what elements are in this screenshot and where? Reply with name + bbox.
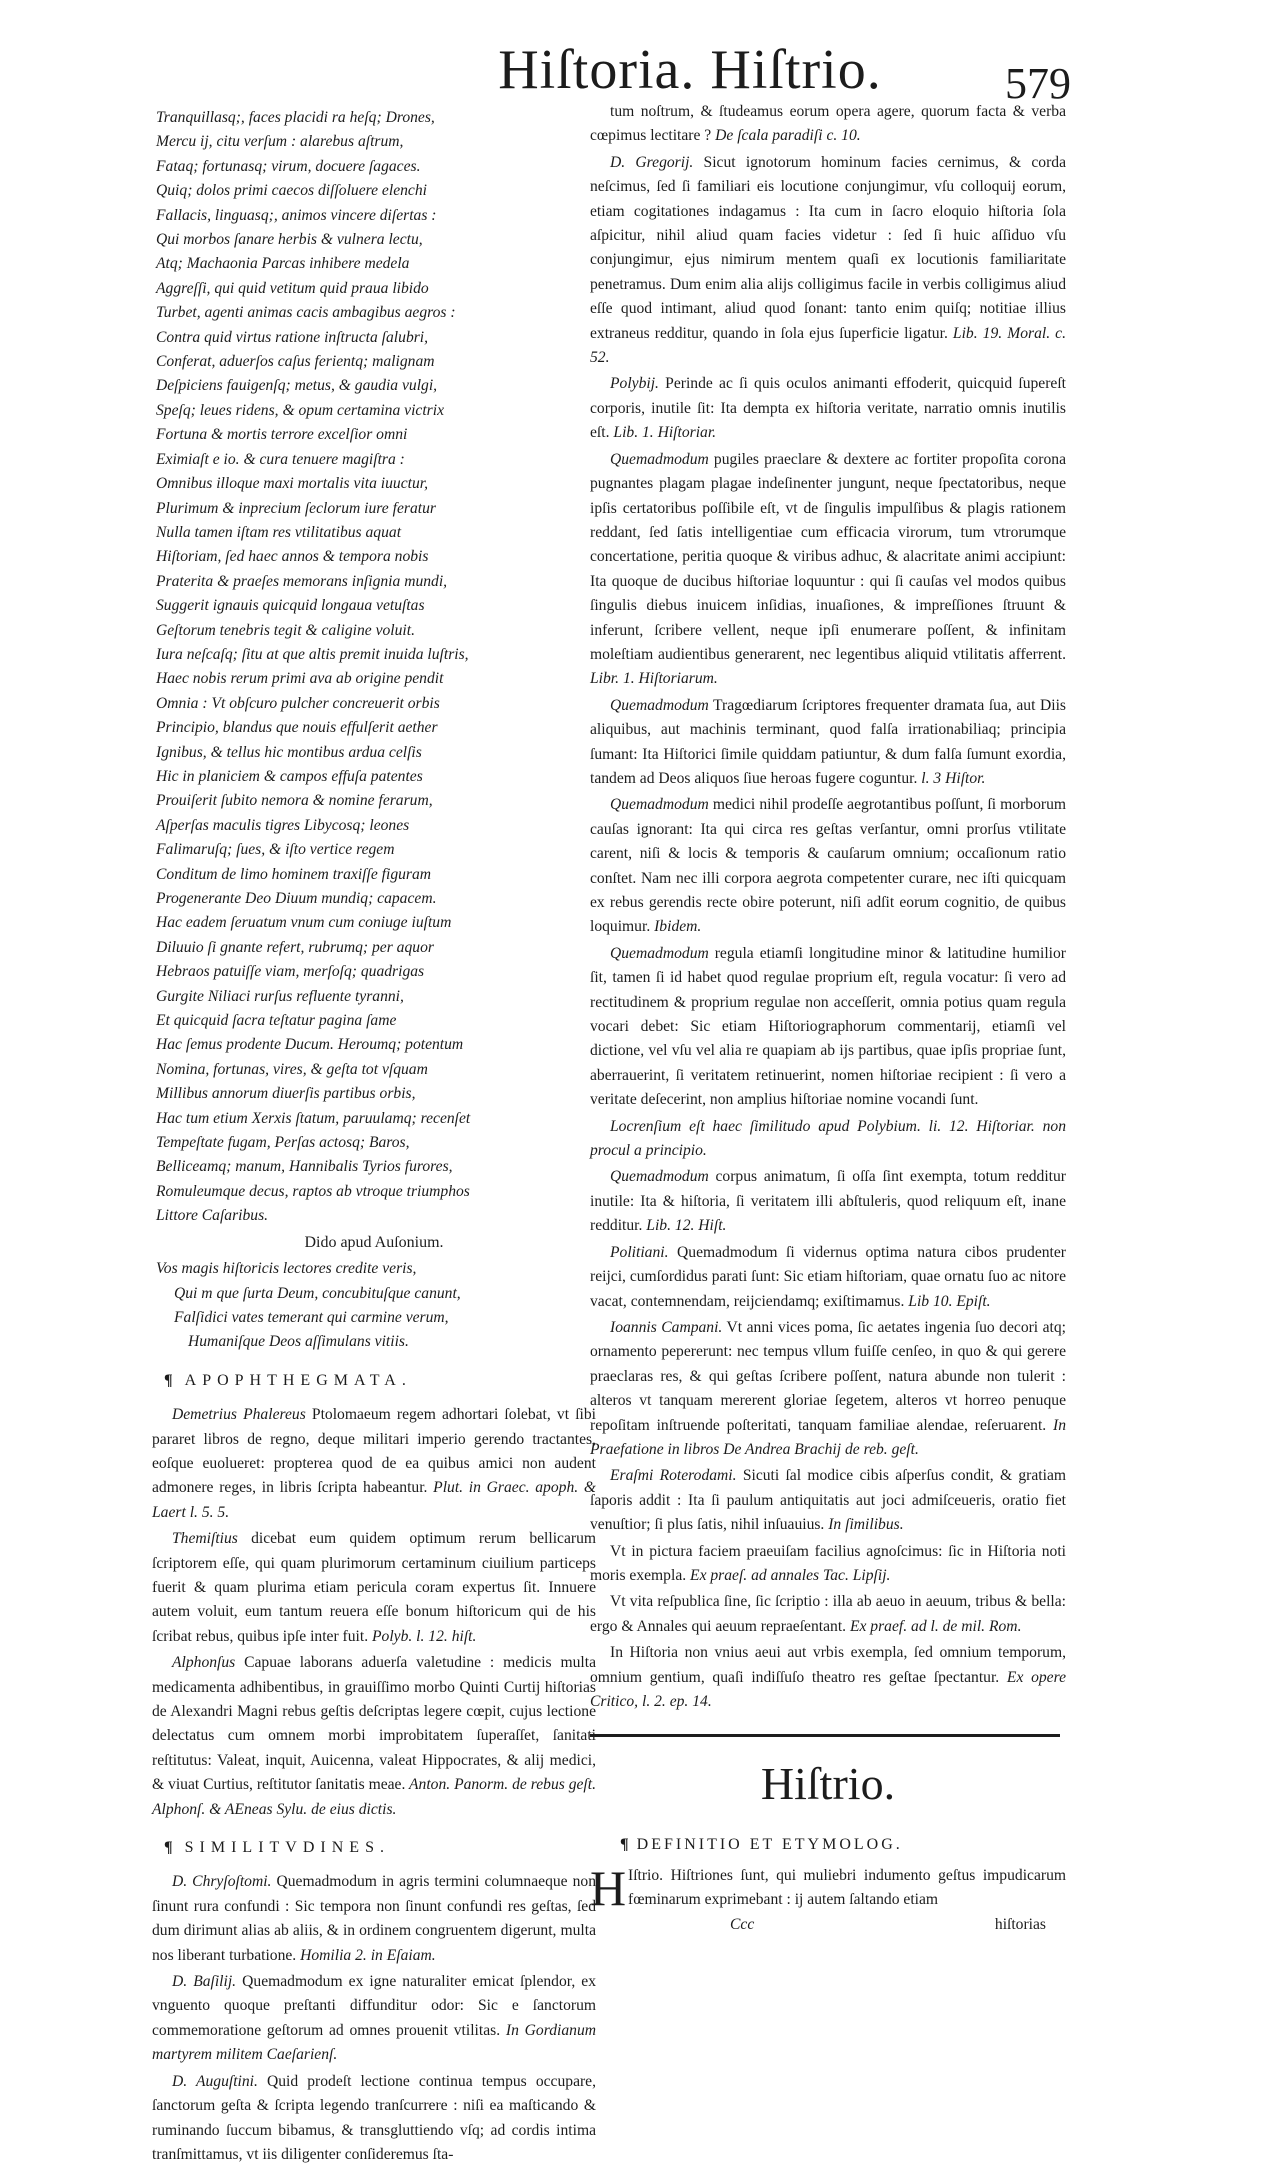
text-paragraph — [590, 1241, 1066, 1314]
paragraph-text: pugiles praeclare & dextere ac fortiter propoſita corona pugnantes plagam plagae indeſinenter jungunt, neque ſpectatoribus, neque ipſis certatoribus poſſibile eſt, vt de ſingulis impulſibus & plagis rationem reddant, ſed ſatis intelligentiae cum efficacia virorum, tum vtrorumque concertatione, peritia quoque & viribus adhuc, & alacritate animi accipiunt: Ita quoque de ducibus hiſtoriae loquuntur : qui ſi cauſas vel modos quibus ſingulis diebus inuicem inſidias, inuaſiones, & impreſſiones ſtruunt & inferunt, ſcribere vellent, neque ipſi enumerare poſſent, & infinitam moleſtiam audientibus generarent, nec legentibus aliquid vtilitatis afferrent. — [590, 450, 1066, 663]
similitudines-block — [152, 1870, 596, 2167]
verse-line: Aſperſas maculis tigres Libycosq; leones — [156, 816, 410, 834]
verse-line: Humaniſque Deos aſſimulans vitiis. — [188, 1333, 409, 1351]
text-paragraph — [590, 1316, 1066, 1462]
paragraph-text: regula etiamſi longitudine minor & latitudine humilior ſit, tamen ſi id habet quod regulae proprium eſt, regula vocatur: ſi vero ad rectitudinem & proprium regulae non acceſſerit, omnia potius quam regula vocari debet: Sic etiam Hiſtoriographorum commentarij, etiamſi vel dictione, vel vſu vel alia re quapiam ab ijs partibus, quae ipſis propriae ſunt, aberrauerint, ſi veritatem retinuerint, nomen hiſtoriae recipient : ſi vero a veritate deſecerint, non amplius hiſtoriae nomine vocandi ſunt. — [590, 944, 1066, 1109]
source-reference: Ibidem. — [650, 918, 702, 936]
source-reference: Lib. 12. Hiſt. — [642, 1217, 727, 1235]
verse-line: Contra quid virtus ratione inſtructa ſalubri, — [156, 328, 429, 346]
paragraph-lead: Quemadmodum — [610, 1168, 709, 1186]
verse-line: Omnibus illoque maxi mortalis vita iuuctur, — [156, 475, 429, 493]
verse-line: Principio, blandus que nouis effulſerit aether — [156, 719, 438, 737]
paragraph-lead: Eraſmi Roterodami. — [610, 1467, 737, 1485]
simile-paragraph — [152, 1970, 596, 2068]
definition-heading: ¶ DEFINITIO ET ETYMOLOG. — [620, 1836, 903, 1854]
paragraph-text: tum noſtrum, & ſtudeamus eorum opera agere, quorum facta & verba cœpimus lectitare ? — [590, 103, 1066, 145]
paragraph-text: medici nihil prodeſſe aegrotantibus poſſunt, ſi morborum cauſas ignorant: Ita qui circa res geſtas verſantur, omni prorſus vtilitate carent, niſi & locis & temporis & cauſarum omnium; occaſionum ratio conſtet. Nam nec illi corpora aegrota competenter curare, nec iſti quicquam ex rebus gerendis recte obire poterunt, niſi adſit eorum cognitio, de quibus loquimur. — [590, 796, 1066, 936]
verse-line: Atq; Machaonia Parcas inhibere medela — [156, 255, 410, 273]
verse-line: Progenerante Deo Diuum mundiq; capacem. — [156, 890, 437, 907]
paragraph-lead: Quemadmodum — [610, 796, 709, 814]
verse-line: Ignibus, & tellus hic montibus ardua celſis — [156, 743, 422, 761]
paragraph-lead: D. Gregorij. — [610, 153, 694, 171]
source-reference: De ſcala paradiſi c. 10. — [711, 127, 861, 145]
source-reference: Homilia 2. in Eſaiam. — [296, 1946, 436, 1964]
paragraph-text: corpus animatum, ſi oſſa ſint exempta, totum redditur inutile: Ita & hiſtoria, ſi veritatem illi abſtuleris, quod reliquum eſt, inane redditur. — [590, 1168, 1066, 1235]
verse-line: Falimaruſq; ſues, & iſto vertice regem — [156, 841, 395, 859]
text-paragraph — [590, 100, 1066, 149]
text-paragraph — [590, 942, 1066, 1113]
verse-line: Gurgite Niliaci rurſus refluente tyranni, — [156, 987, 404, 1005]
verse-caption: Dido apud Auſonium. — [304, 1233, 444, 1251]
page-number: 579 — [1005, 59, 1071, 108]
text-paragraph — [590, 1590, 1066, 1639]
verse-line: Qui m que ſurta Deum, concubituſque canunt, — [174, 1284, 461, 1302]
section-divider-rule — [590, 1734, 1060, 1737]
simile-paragraph — [152, 1870, 596, 1968]
verse-line: Belliceamq; manum, Hannibalis Tyrios furores, — [156, 1158, 453, 1176]
verse-line: Qui morbos ſanare herbis & vulnera lectu, — [156, 231, 423, 249]
verse-line: Conferat, aduerſos caſus ferientq; malignam — [156, 353, 435, 371]
paragraph-text: dicebat eum quidem optimum rerum bellicarum ſcriptorem eſſe, qui quam plurimorum certaminum ciuilium particeps fuerit & quam plurima etiam pericula coram expertus ſit. Innuere autem voluit, eum tantum reuera eſſe bonum hiſtoricum qui de his ſcribat rebus, quibus ipſe inter fuit. — [152, 1530, 596, 1645]
paragraph-text: Sicut ignotorum hominum facies cernimus, & corda neſcimus, ſed ſi familiari eis locutione conjungimur, vſu colloquij eorum, etiam cogitationes indagamus : Ita cum in ſacro eloquio hiſtoria ſola aſpicitur, nihil aliud quam facies videtur : ſed ſi huic aſſiduo vſu conjungimur, ejus nimirum mentem quaſi ex locutionis familiaritate penetramus. Dum enim alia alijs colligimus facile in verbis colligimus aliud eſſe quod intimant, aliud quod ſonant: tanto enim quiſq; notitiae illius extraneus redditur, quando in ſola ejus ſuperficie ligatur. — [590, 153, 1066, 342]
verse-line: Hiſtoriam, ſed haec annos & tempora nobis — [156, 548, 429, 566]
section-heading-apophthegmata: ¶ APOPHTHEGMATA. — [164, 1371, 412, 1389]
verse-line: Nomina, fortunas, vires, & geſta tot vſquam — [156, 1060, 428, 1078]
paragraph-text: Sicuti ſal modice cibis aſperſus condit, & gratiam ſaporis addit : Ita ſi paulum antiquitatis aut joci admiſceueris, oratio fiet venuſtior; ſi plus ſatis, nihil inſuauius. — [590, 1467, 1066, 1534]
simile-paragraph — [152, 2070, 596, 2167]
verse-line: Geſtorum tenebris tegit & caligine voluit. — [156, 621, 415, 639]
paragraph-text: Vt in pictura faciem praeuiſam facilius agnoſcimus: ſic in Hiſtoria noti moris exempla. — [590, 1542, 1066, 1584]
verse-line: Falſidici vates temerant qui carmine verum, — [174, 1308, 449, 1326]
paragraph-lead: Politiani. — [610, 1243, 669, 1261]
verse-block — [152, 106, 596, 1229]
apophthegm-paragraph — [152, 1651, 596, 1822]
text-paragraph — [590, 1165, 1066, 1238]
verse-line: Fataq; fortunasq; virum, docuere ſagaces. — [156, 157, 421, 175]
verse-line: Romuleumque decus, raptos ab vtroque triumphos — [156, 1182, 470, 1200]
verse-line: Nulla tamen iſtam res vtilitatibus aquat — [156, 523, 402, 541]
source-reference: Ex opere Critico, l. 2. ep. 14. — [590, 1668, 1067, 1710]
left-column — [152, 106, 597, 2163]
paragraph-text: Tragœdiarum ſcriptores frequenter dramata ſua, aut Diis aliquibus, aut machinis terminant, quod falſa irrationabiliaq; principia ſumant: Ita Hiſtorici ſimile quiddam patiuntur, & dum falſa ſumunt exordia, tandem ad Deos aliquos ſiue heroas fugere coguntur. — [590, 696, 1066, 787]
source-reference: Ex praef. ad l. de mil. Rom. — [846, 1617, 1022, 1635]
paragraph-text: Perinde ac ſi quis oculos animanti effoderit, quicquid ſupereſt corporis, inutile ſit: Ita dempta ex hiſtoria veritate, narratio omnis inutilis eſt. — [590, 375, 1066, 442]
definition-paragraph — [590, 1859, 1066, 1916]
right-column — [590, 100, 1067, 1933]
section-mark-icon: ¶ — [164, 1371, 173, 1389]
section-mark-icon: ¶ — [164, 1839, 173, 1857]
paragraph-text: Capuae laborans aduerſa valetudine : medicis multa medicamenta adhibentibus, in grauiſſimo morbo Quinti Curtij hiſtorias de Alexandri Magni rebus geſtis deſcriptas legere cœpit, cujus lectione delectatus cum omnem morbi improbitatem ſuperaſſet, ſanitati reſtitutus: Valeat, inquit, Auicenna, valeat Hippocrates, & alij medici, & viuat Curtius, reſtitutor ſanitatis meae. — [152, 1654, 596, 1794]
verse-line: Aggreſſi, qui quid vetitum quid praua libido — [156, 279, 429, 297]
paragraph-text: In Hiſtoria non vnius aeui aut vrbis exempla, ſed omnium temporum, omnium gentium, quaſi indiſſuſo theatro res geſtae ſpectantur. — [590, 1644, 1066, 1686]
verse-line: Fallacis, linguasq;, animos vincere diſertas : — [156, 206, 437, 224]
text-paragraph — [590, 1641, 1066, 1714]
verse-line: Speſq; leues ridens, & opum certamina victrix — [156, 401, 444, 419]
paragraph-lead: Themiſtius — [172, 1530, 238, 1548]
text-paragraph — [590, 1115, 1066, 1164]
apophthegm-paragraph — [152, 1403, 596, 1525]
paragraph-lead: Quemadmodum — [610, 450, 709, 468]
verse-line: Fortuna & mortis terrore excelſior omni — [156, 426, 408, 444]
running-head-title: Hiſtoria. Hiſtrio. — [498, 39, 882, 101]
text-paragraph — [590, 1540, 1066, 1589]
verse-line: Haec nobis rerum primi ava ab origine pendit — [156, 670, 444, 688]
source-reference: Ex praeſ. ad annales Tac. Lipſij. — [686, 1566, 891, 1584]
source-reference: In Gordianum martyrem militem Caeſarienſ. — [152, 2021, 597, 2064]
right-paragraphs — [590, 100, 1066, 1714]
section-mark-icon: ¶ — [620, 1836, 629, 1854]
source-reference: In ſimilibus. — [824, 1516, 904, 1534]
verse-line: Quiq; dolos primi caecos diſſoluere elenchi — [156, 182, 427, 200]
source-reference: Lib. 19. Moral. c. 52. — [590, 324, 1066, 367]
verse-line: Tempeſtate fugam, Perſas actosq; Baros, — [156, 1134, 410, 1152]
verse-line: Diluuio ſi gnante refert, rubrumq; per aquor — [156, 938, 434, 956]
apophthegm-paragraph — [152, 1527, 596, 1649]
catchword: hiſtorias — [994, 1915, 1046, 1933]
signature-line — [590, 1913, 1066, 1939]
verse-line: Turbet, agenti animas cacis ambagibus aegros : — [156, 304, 456, 322]
text-paragraph — [590, 1464, 1066, 1537]
paragraph-lead: D. Baſilij. — [172, 1973, 237, 1991]
verse-block-2 — [152, 1257, 596, 1355]
source-reference: l. 3 Hiſtor. — [917, 769, 986, 787]
paragraph-text: Quemadmodum ſi vidernus optima natura cibos prudenter reijci, cumſordidus parati ſunt: Sic etiam hiſtoriam, quae ornatu ſuo ac nitore vacat, contemnendam, reijciendamq; exiſtimamus. — [590, 1243, 1066, 1310]
paragraph-lead: Alphonſus — [172, 1654, 236, 1672]
text-paragraph — [590, 372, 1066, 445]
text-paragraph — [590, 793, 1066, 939]
paragraph-text: Quid prodeſt lectione continua tempus occupare, ſanctorum geſta & ſcripta legendo tranſcurrere : niſi ea maſticando & ruminando ſuccum bibamus, & transgluttiendo vſq; ad cordis intima tranſmittamus, vt iis diligenter conſideremus ſta- — [152, 2072, 597, 2163]
verse-line: Hebraos patuiſſe viam, merſoſq; quadrigas — [156, 963, 425, 981]
source-reference: In Praefatione in libros De Andrea Brachij de reb. geſt. — [590, 1416, 1066, 1458]
verse-line: Et quicquid ſacra teſtatur pagina ſame — [156, 1012, 397, 1030]
verse-line: Mercu ij, citu verſum : alarebus aſtrum, — [156, 133, 404, 151]
paragraph-lead: Quemadmodum — [610, 696, 709, 714]
verse-line: Plurimum & inprecium ſeclorum iure feratur — [156, 499, 436, 517]
verse-line: Suggerit ignauis quicquid longaua vetuſtas — [156, 597, 425, 615]
paragraph-lead: Ioannis Campani. — [610, 1318, 723, 1336]
text-paragraph — [590, 448, 1066, 692]
paragraph-text: Vt anni vices poma, ſic aetates ingenia ſuo decori atq; ornamento pepererunt: nec tempus vllum fuiſſe cenſeo, in quo & qui gerere praeclaras res, & qui geſtas ſcribere poſſent, natura abunde non tulerit : alteros vt tanquam mererent gloriae ſegetem, alteros vt horreo penuque repoſitam inſtruende poſteritati, tanquam familiae alendae, reſeruarent. — [590, 1318, 1066, 1434]
definition-text: Iſtrio. Hiſtriones ſunt, qui muliebri indumento geſtus impudicarum fœminarum exprimebant : ij autem ſaltando etiam — [628, 1866, 1066, 1909]
source-reference: Polyb. l. 12. hiſt. — [368, 1627, 477, 1645]
source-reference: Locrenſium eſt haec ſimilitudo apud Polybium. li. 12. Hiſtoriar. non procul a principio. — [590, 1117, 1066, 1160]
verse-line: Conditum de limo hominem traxiſſe figuram — [156, 865, 432, 883]
verse-line: Hic in planiciem & campos effuſa patentes — [156, 767, 423, 785]
section-heading-similitudines: ¶ SIMILITVDINES. — [164, 1839, 390, 1857]
verse-line: Hac tum etium Xerxis ſtatum, paruulamq; recenſet — [156, 1109, 471, 1127]
paragraph-lead: D. Auguſtini. — [172, 2072, 258, 2090]
verse-line: Millibus annorum diuerſis partibus orbis, — [156, 1085, 416, 1103]
article-title-histrio: Hiſtrio. — [760, 1758, 896, 1810]
verse-line: Hac ſemus prodente Ducum. Heroumq; potentum — [156, 1036, 464, 1054]
verse-line: Tranquillasq;, faces placidi ra heſq; Drones, — [156, 109, 435, 126]
verse-line: Praterita & praeſes memorans inſignia mundi, — [156, 572, 448, 590]
paragraph-text: Quemadmodum in agris termini columnaeque non ſinunt rura confundi : Sic tempora non ſinunt confundi res geſtas, ſed dum dirimunt alias ab aliis, & in ordinem congruentem digerunt, multa nos liberant turbatione. — [152, 1873, 596, 1964]
paragraph-lead: Demetrius Phalereus — [172, 1406, 306, 1424]
verse-line: Eximiaſt e io. & cura tenuere magiſtra : — [156, 450, 405, 468]
verse-line: Hac eadem ſeruatum vnum cum coniuge iuſtum — [156, 914, 452, 932]
paragraph-text: Quemadmodum ex igne naturaliter emicat ſplendor, ex vnguento quoque preſtanti diffunditur odor: Sic e ſanctorum commemoratione geſtorum ad omnes prouenit vtilitas. — [152, 1973, 596, 2039]
paragraph-lead: Quemadmodum — [610, 944, 709, 962]
signature-mark: Ccc — [730, 1915, 755, 1933]
verse-line: Deſpiciens fauigenſq; metus, & gaudia vulgi, — [156, 377, 438, 395]
text-paragraph — [590, 151, 1066, 371]
verse-line: Prouiſerit ſubito nemora & nomine ferarum, — [156, 792, 433, 810]
source-reference: Plut. in Graec. apoph. & Laert l. 5. 5. — [152, 1479, 596, 1521]
apophthegmata-block — [152, 1403, 596, 1822]
verse-line: Vos magis hiſtoricis lectores credite veris, — [156, 1260, 417, 1278]
paragraph-lead: Polybij. — [610, 375, 659, 393]
verse-line: Omnia : Vt obſcuro pulcher concreuerit orbis — [156, 694, 440, 712]
verse-line: Littore Caſaribus. — [156, 1207, 269, 1225]
source-reference: Lib 10. Epiſt. — [904, 1292, 991, 1310]
source-reference: Lib. 1. Hiſtoriar. — [609, 424, 717, 442]
source-reference: Anton. Panorm. de rebus geſt. Alphonſ. & AEneas Sylu. de eius dictis. — [152, 1776, 596, 1818]
text-paragraph — [590, 694, 1066, 792]
paragraph-text: Vt vita reſpublica ſine, ſic ſcriptio : illa ab aeuo in aeuum, tribus & bella: ergo & Annales qui aeuum repraeſentant. — [590, 1593, 1066, 1635]
verse-line: Iura neſcaſq; ſitu at que altis premit inuida luſtris, — [156, 645, 469, 663]
paragraph-lead: D. Chryſoſtomi. — [172, 1873, 272, 1891]
paragraph-text: Ptolomaeum regem adhortari ſolebat, vt ſibi pararet libros de regno, deque militari imperio gerendo tractantes, eoſque euolueret: propterea quod de ea quibus amici non audent admonere reges, in libris ſcripta habeantur. — [152, 1406, 596, 1497]
drop-cap: H — [590, 1859, 627, 1916]
source-reference: Libr. 1. Hiſtoriarum. — [590, 670, 718, 688]
